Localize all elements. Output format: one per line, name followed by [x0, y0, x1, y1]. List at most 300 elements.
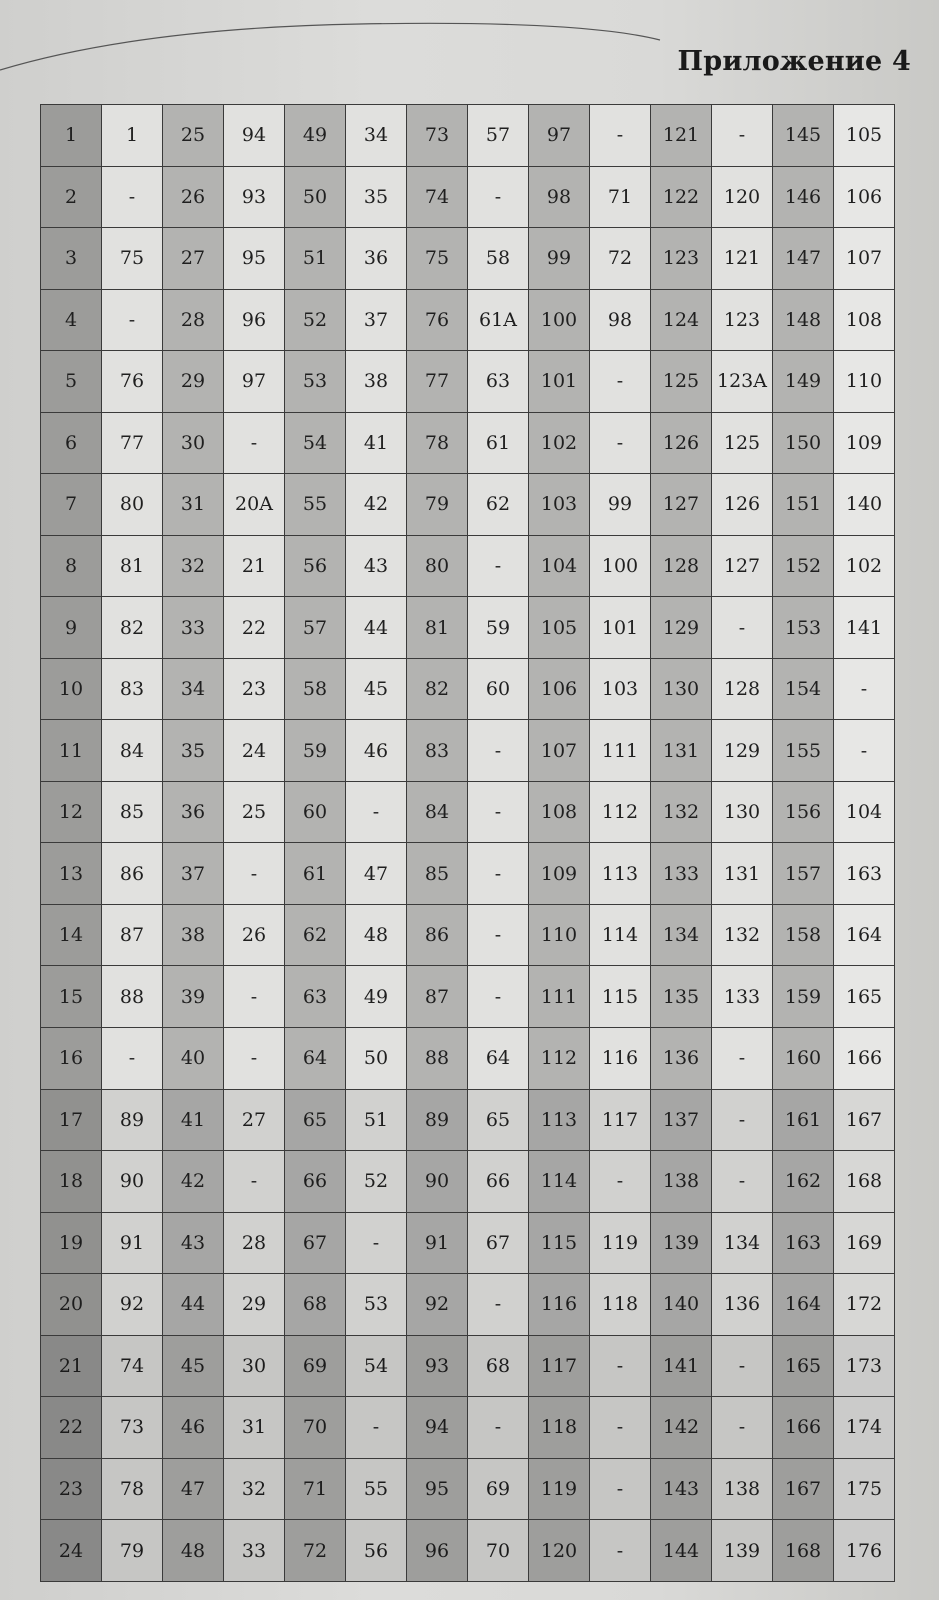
table-cell: 140	[834, 474, 895, 536]
table-cell: 136	[712, 1274, 773, 1336]
table-cell: 34	[346, 105, 407, 167]
table-cell: 87	[102, 904, 163, 966]
table-cell: 42	[346, 474, 407, 536]
table-cell: 71	[590, 166, 651, 228]
table-cell: 123A	[712, 351, 773, 413]
table-cell: 102	[529, 412, 590, 474]
table-cell: 46	[163, 1397, 224, 1459]
table-cell: 76	[102, 351, 163, 413]
table-cell: 131	[651, 720, 712, 782]
table-cell: 125	[712, 412, 773, 474]
table-cell: 111	[590, 720, 651, 782]
table-cell: -	[468, 166, 529, 228]
table-cell: 45	[346, 658, 407, 720]
table-row	[41, 1274, 895, 1336]
table-cell: 116	[529, 1274, 590, 1336]
table-cell: 162	[773, 1151, 834, 1213]
table-cell: 75	[102, 228, 163, 290]
table-cell: 121	[651, 105, 712, 167]
table-cell: 76	[407, 289, 468, 351]
table-cell: 118	[590, 1274, 651, 1336]
table-cell: 143	[651, 1458, 712, 1520]
table-cell: 83	[102, 658, 163, 720]
table-cell: 83	[407, 720, 468, 782]
table-cell: 113	[529, 1089, 590, 1151]
table-cell: 94	[224, 105, 285, 167]
table-cell: 62	[285, 904, 346, 966]
table-cell: 126	[651, 412, 712, 474]
table-cell: 168	[834, 1151, 895, 1213]
table-cell: 89	[102, 1089, 163, 1151]
row-number-cell: 11	[41, 720, 102, 782]
table-cell: 36	[346, 228, 407, 290]
table-cell: 69	[468, 1458, 529, 1520]
table-cell: 107	[529, 720, 590, 782]
table-cell: 64	[468, 1027, 529, 1089]
table-cell: 159	[773, 966, 834, 1028]
table-cell: 142	[651, 1397, 712, 1459]
table-cell: 152	[773, 535, 834, 597]
table-cell: 1	[102, 105, 163, 167]
table-cell: 127	[712, 535, 773, 597]
table-cell: 157	[773, 843, 834, 905]
table-row	[41, 351, 895, 413]
table-cell: 137	[651, 1089, 712, 1151]
row-number-cell: 16	[41, 1027, 102, 1089]
table-cell: 75	[407, 228, 468, 290]
table-cell: 37	[346, 289, 407, 351]
table-cell: 53	[346, 1274, 407, 1336]
row-number-cell: 2	[41, 166, 102, 228]
table-cell: 51	[285, 228, 346, 290]
table-cell: 49	[285, 105, 346, 167]
table-cell: -	[224, 1151, 285, 1213]
table-cell: 101	[590, 597, 651, 659]
row-number-cell: 24	[41, 1520, 102, 1582]
table-cell: -	[712, 1335, 773, 1397]
row-number-cell: 6	[41, 412, 102, 474]
table-cell: 44	[346, 597, 407, 659]
table-cell: 123	[712, 289, 773, 351]
table-cell: 91	[102, 1212, 163, 1274]
table-cell: 74	[407, 166, 468, 228]
table-cell: 60	[468, 658, 529, 720]
table-cell: 43	[346, 535, 407, 597]
table-cell: 164	[773, 1274, 834, 1336]
table-cell: 131	[712, 843, 773, 905]
table-cell: 133	[712, 966, 773, 1028]
table-row	[41, 1458, 895, 1520]
table-cell: 95	[407, 1458, 468, 1520]
table-cell: 158	[773, 904, 834, 966]
table-cell: 106	[834, 166, 895, 228]
table-cell: 167	[773, 1458, 834, 1520]
table-cell: 165	[773, 1335, 834, 1397]
table-cell: 176	[834, 1520, 895, 1582]
table-cell: -	[468, 843, 529, 905]
table-cell: 26	[224, 904, 285, 966]
table-cell: 89	[407, 1089, 468, 1151]
table-row	[41, 1089, 895, 1151]
row-number-cell: 10	[41, 658, 102, 720]
table-cell: -	[468, 720, 529, 782]
table-cell: 92	[102, 1274, 163, 1336]
table-cell: 108	[529, 781, 590, 843]
table-cell: 113	[590, 843, 651, 905]
table-cell: 123	[651, 228, 712, 290]
table-cell: 98	[590, 289, 651, 351]
table-cell: 55	[346, 1458, 407, 1520]
table-cell: 149	[773, 351, 834, 413]
row-number-cell: 5	[41, 351, 102, 413]
table-cell: 68	[468, 1335, 529, 1397]
table-cell: 92	[407, 1274, 468, 1336]
table-cell: 139	[712, 1520, 773, 1582]
table-cell: 65	[285, 1089, 346, 1151]
row-number-cell: 21	[41, 1335, 102, 1397]
table-cell: 43	[163, 1212, 224, 1274]
table-cell: -	[712, 1089, 773, 1151]
table-cell: 58	[285, 658, 346, 720]
table-cell: 151	[773, 474, 834, 536]
table-cell: 163	[773, 1212, 834, 1274]
table-cell: 48	[163, 1520, 224, 1582]
table-cell: 65	[468, 1089, 529, 1151]
table-cell: 74	[102, 1335, 163, 1397]
table-cell: 135	[651, 966, 712, 1028]
table-cell: -	[224, 1027, 285, 1089]
table-cell: 112	[590, 781, 651, 843]
table-row	[41, 166, 895, 228]
row-number-cell: 4	[41, 289, 102, 351]
table-cell: -	[468, 1274, 529, 1336]
table-cell: 100	[529, 289, 590, 351]
table-cell: 82	[102, 597, 163, 659]
table-cell: -	[102, 166, 163, 228]
row-number-cell: 23	[41, 1458, 102, 1520]
row-number-cell: 14	[41, 904, 102, 966]
table-cell: 163	[834, 843, 895, 905]
row-number-cell: 17	[41, 1089, 102, 1151]
table-cell: 28	[224, 1212, 285, 1274]
table-cell: 97	[224, 351, 285, 413]
row-number-cell: 9	[41, 597, 102, 659]
table-cell: 121	[712, 228, 773, 290]
table-cell: -	[224, 843, 285, 905]
table-cell: 98	[529, 166, 590, 228]
table-cell: 47	[346, 843, 407, 905]
table-cell: -	[346, 1212, 407, 1274]
table-cell: 54	[285, 412, 346, 474]
table-cell: -	[590, 412, 651, 474]
row-number-cell: 12	[41, 781, 102, 843]
table-cell: 67	[285, 1212, 346, 1274]
table-cell: 129	[712, 720, 773, 782]
table-cell: 102	[834, 535, 895, 597]
table-cell: 72	[285, 1520, 346, 1582]
table-cell: 61	[285, 843, 346, 905]
table-cell: 164	[834, 904, 895, 966]
table-cell: 136	[651, 1027, 712, 1089]
table-cell: 128	[712, 658, 773, 720]
table-cell: 81	[407, 597, 468, 659]
table-cell: 111	[529, 966, 590, 1028]
row-number-cell: 3	[41, 228, 102, 290]
table-cell: 23	[224, 658, 285, 720]
table-cell: 94	[407, 1397, 468, 1459]
table-body	[41, 105, 895, 1582]
table-row	[41, 228, 895, 290]
table-cell: 58	[468, 228, 529, 290]
row-number-cell: 7	[41, 474, 102, 536]
table-cell: 107	[834, 228, 895, 290]
table-cell: 93	[224, 166, 285, 228]
table-row	[41, 597, 895, 659]
table-cell: 78	[102, 1458, 163, 1520]
table-cell: 56	[346, 1520, 407, 1582]
table-cell: 45	[163, 1335, 224, 1397]
table-cell: 71	[285, 1458, 346, 1520]
table-cell: 44	[163, 1274, 224, 1336]
table-cell: 34	[163, 658, 224, 720]
table-cell: 134	[651, 904, 712, 966]
table-cell: 172	[834, 1274, 895, 1336]
table-cell: 139	[651, 1212, 712, 1274]
table-cell: 57	[468, 105, 529, 167]
table-cell: 42	[163, 1151, 224, 1213]
table-cell: 28	[163, 289, 224, 351]
table-cell: 62	[468, 474, 529, 536]
table-cell: 115	[529, 1212, 590, 1274]
row-number-cell: 18	[41, 1151, 102, 1213]
table-cell: 119	[529, 1458, 590, 1520]
table-cell: 155	[773, 720, 834, 782]
table-cell: -	[346, 1397, 407, 1459]
table-cell: 93	[407, 1335, 468, 1397]
table-cell: 134	[712, 1212, 773, 1274]
table-cell: -	[468, 535, 529, 597]
table-cell: 32	[163, 535, 224, 597]
table-cell: 99	[590, 474, 651, 536]
table-cell: -	[590, 105, 651, 167]
table-cell: 101	[529, 351, 590, 413]
table-cell: 96	[407, 1520, 468, 1582]
table-cell: 29	[163, 351, 224, 413]
table-cell: 114	[529, 1151, 590, 1213]
table-cell: 166	[834, 1027, 895, 1089]
table-cell: 88	[407, 1027, 468, 1089]
table-cell: -	[224, 966, 285, 1028]
table-cell: 24	[224, 720, 285, 782]
table-row	[41, 1151, 895, 1213]
table-cell: 109	[834, 412, 895, 474]
table-cell: 29	[224, 1274, 285, 1336]
table-cell: 124	[651, 289, 712, 351]
table-cell: 51	[346, 1089, 407, 1151]
table-cell: 33	[163, 597, 224, 659]
table-row	[41, 1520, 895, 1582]
table-cell: 103	[529, 474, 590, 536]
table-cell: 81	[102, 535, 163, 597]
table-cell: -	[712, 1397, 773, 1459]
table-cell: 146	[773, 166, 834, 228]
table-row	[41, 843, 895, 905]
table-cell: 82	[407, 658, 468, 720]
row-number-cell: 15	[41, 966, 102, 1028]
table-cell: 53	[285, 351, 346, 413]
table-cell: 118	[529, 1397, 590, 1459]
table-cell: 26	[163, 166, 224, 228]
row-number-cell: 8	[41, 535, 102, 597]
table-cell: 167	[834, 1089, 895, 1151]
table-cell: 85	[102, 781, 163, 843]
table-cell: 150	[773, 412, 834, 474]
table-row	[41, 781, 895, 843]
table-cell: 80	[407, 535, 468, 597]
table-cell: -	[834, 658, 895, 720]
table-row	[41, 904, 895, 966]
table-row	[41, 289, 895, 351]
table-cell: 49	[346, 966, 407, 1028]
table-cell: 20A	[224, 474, 285, 536]
row-number-cell: 20	[41, 1274, 102, 1336]
table-cell: 87	[407, 966, 468, 1028]
table-cell: 120	[529, 1520, 590, 1582]
table-cell: 80	[102, 474, 163, 536]
table-cell: 54	[346, 1335, 407, 1397]
table-cell: 59	[468, 597, 529, 659]
table-cell: -	[102, 289, 163, 351]
table-cell: 48	[346, 904, 407, 966]
table-cell: 161	[773, 1089, 834, 1151]
table-cell: 91	[407, 1212, 468, 1274]
table-cell: 88	[102, 966, 163, 1028]
table-cell: 90	[407, 1151, 468, 1213]
table-cell: 70	[285, 1397, 346, 1459]
table-row	[41, 1212, 895, 1274]
table-row	[41, 720, 895, 782]
table-cell: 138	[651, 1151, 712, 1213]
table-cell: 103	[590, 658, 651, 720]
table-cell: -	[590, 1520, 651, 1582]
table-cell: 110	[834, 351, 895, 413]
table-cell: -	[102, 1027, 163, 1089]
table-cell: 38	[163, 904, 224, 966]
table-cell: 32	[224, 1458, 285, 1520]
table-cell: 127	[651, 474, 712, 536]
table-cell: 22	[224, 597, 285, 659]
table-row	[41, 412, 895, 474]
table-cell: 79	[407, 474, 468, 536]
table-cell: 129	[651, 597, 712, 659]
table-cell: 125	[651, 351, 712, 413]
table-cell: 104	[834, 781, 895, 843]
table-cell: 46	[346, 720, 407, 782]
table-cell: 100	[590, 535, 651, 597]
table-cell: 72	[590, 228, 651, 290]
table-cell: -	[590, 1335, 651, 1397]
table-cell: -	[468, 781, 529, 843]
table-cell: 99	[529, 228, 590, 290]
table-cell: 30	[163, 412, 224, 474]
table-cell: 106	[529, 658, 590, 720]
table-cell: 133	[651, 843, 712, 905]
table-cell: 116	[590, 1027, 651, 1089]
table-cell: 140	[651, 1274, 712, 1336]
table-cell: 130	[712, 781, 773, 843]
appendix-title: Приложение 4	[677, 46, 911, 77]
table-cell: 119	[590, 1212, 651, 1274]
table-cell: 141	[651, 1335, 712, 1397]
table-cell: 73	[407, 105, 468, 167]
table-cell: 40	[163, 1027, 224, 1089]
row-number-cell: 1	[41, 105, 102, 167]
table-cell: -	[834, 720, 895, 782]
row-number-cell: 13	[41, 843, 102, 905]
table-cell: 86	[102, 843, 163, 905]
table-cell: 31	[224, 1397, 285, 1459]
table-cell: 96	[224, 289, 285, 351]
table-cell: 66	[468, 1151, 529, 1213]
table-cell: 104	[529, 535, 590, 597]
table-cell: -	[712, 1027, 773, 1089]
table-cell: 77	[407, 351, 468, 413]
table-cell: 122	[651, 166, 712, 228]
table-cell: -	[590, 351, 651, 413]
table-cell: -	[590, 1397, 651, 1459]
table-cell: -	[590, 1458, 651, 1520]
table-row	[41, 535, 895, 597]
table-cell: 50	[346, 1027, 407, 1089]
table-cell: 27	[163, 228, 224, 290]
table-cell: 37	[163, 843, 224, 905]
table-cell: 59	[285, 720, 346, 782]
numbers-table	[40, 104, 895, 1582]
table-cell: 84	[407, 781, 468, 843]
table-row	[41, 474, 895, 536]
table-cell: 141	[834, 597, 895, 659]
table-cell: 95	[224, 228, 285, 290]
table-cell: 145	[773, 105, 834, 167]
table-cell: 25	[163, 105, 224, 167]
table-cell: 70	[468, 1520, 529, 1582]
table-cell: 117	[529, 1335, 590, 1397]
table-cell: -	[346, 781, 407, 843]
table-cell: 64	[285, 1027, 346, 1089]
table-cell: 105	[834, 105, 895, 167]
row-number-cell: 22	[41, 1397, 102, 1459]
table-cell: 115	[590, 966, 651, 1028]
table-cell: -	[712, 1151, 773, 1213]
table-cell: 56	[285, 535, 346, 597]
table-container	[40, 104, 895, 1582]
table-cell: 61	[468, 412, 529, 474]
table-cell: 109	[529, 843, 590, 905]
table-cell: 63	[285, 966, 346, 1028]
table-cell: 110	[529, 904, 590, 966]
table-row	[41, 1027, 895, 1089]
table-cell: 168	[773, 1520, 834, 1582]
table-cell: 69	[285, 1335, 346, 1397]
table-cell: 25	[224, 781, 285, 843]
table-cell: 169	[834, 1212, 895, 1274]
table-cell: 67	[468, 1212, 529, 1274]
table-cell: 79	[102, 1520, 163, 1582]
table-cell: 128	[651, 535, 712, 597]
table-row	[41, 1335, 895, 1397]
table-cell: 126	[712, 474, 773, 536]
table-cell: 154	[773, 658, 834, 720]
